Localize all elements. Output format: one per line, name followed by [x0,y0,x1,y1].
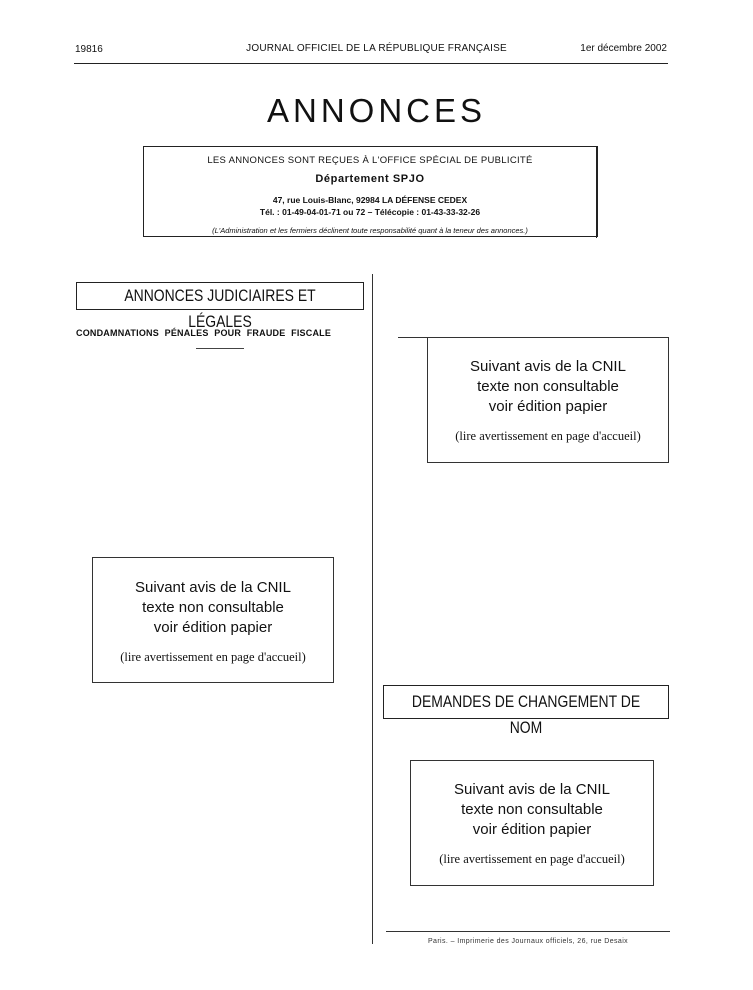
subsection-rule [196,348,244,349]
section-heading-judiciaires: ANNONCES JUDICIAIRES ET LÉGALES [124,286,316,331]
cnil-notice-line: texte non consultable [461,801,603,818]
cnil-notice-line: texte non consultable [142,599,284,616]
page-title: ANNONCES [266,92,487,129]
cnil-notice-line: voir édition papier [153,619,273,636]
info-address: 47, rue Louis-Blanc, 92984 LA DÉFENSE CEDEX [272,195,468,205]
footer-rule [386,931,670,932]
info-department: Département SPJO [315,173,425,185]
section-heading-changement-nom: DEMANDES DE CHANGEMENT DE NOM [411,692,641,737]
cnil-notice-line: voir édition papier [488,398,608,415]
info-box-bottom-rule [143,236,597,237]
cnil-notice-line: voir édition papier [472,821,592,838]
subsection-heading-condamnations: CONDAMNATIONS PÉNALES POUR FRAUDE FISCALE [76,328,332,338]
cnil-notice-line: Suivant avis de la CNIL [470,358,626,375]
printer-footer: Paris. – Imprimerie des Journaux officiels, 26, rue Desaix [427,938,629,945]
issue-date: 1er décembre 2002 [580,43,667,54]
cnil-notice-note: (lire avertissement en page d'accueil) [120,650,306,664]
info-reception-text: LES ANNONCES SONT REÇUES À L'OFFICE SPÉCIAL DE PUBLICITÉ [207,155,533,166]
cnil-notice-line: texte non consultable [477,378,619,395]
header-rule [74,63,668,64]
cnil-notice-line: Suivant avis de la CNIL [135,579,291,596]
info-phone: Tél. : 01-49-04-01-71 ou 72 – Télécopie : 01-43-33-32-26 [259,207,481,217]
cnil-notice-note: (lire avertissement en page d'accueil) [439,852,625,866]
column-divider [372,274,373,944]
journal-title: JOURNAL OFFICIEL DE LA RÉPUBLIQUE FRANÇAISE [246,43,507,54]
cnil-notice-line: Suivant avis de la CNIL [454,781,610,798]
cnil-notice-note: (lire avertissement en page d'accueil) [455,429,641,443]
page-number: 19816 [75,44,103,55]
info-disclaimer: (L'Administration et les fermiers déclinent toute responsabilité quant à la teneur des annonces.) [212,226,528,235]
